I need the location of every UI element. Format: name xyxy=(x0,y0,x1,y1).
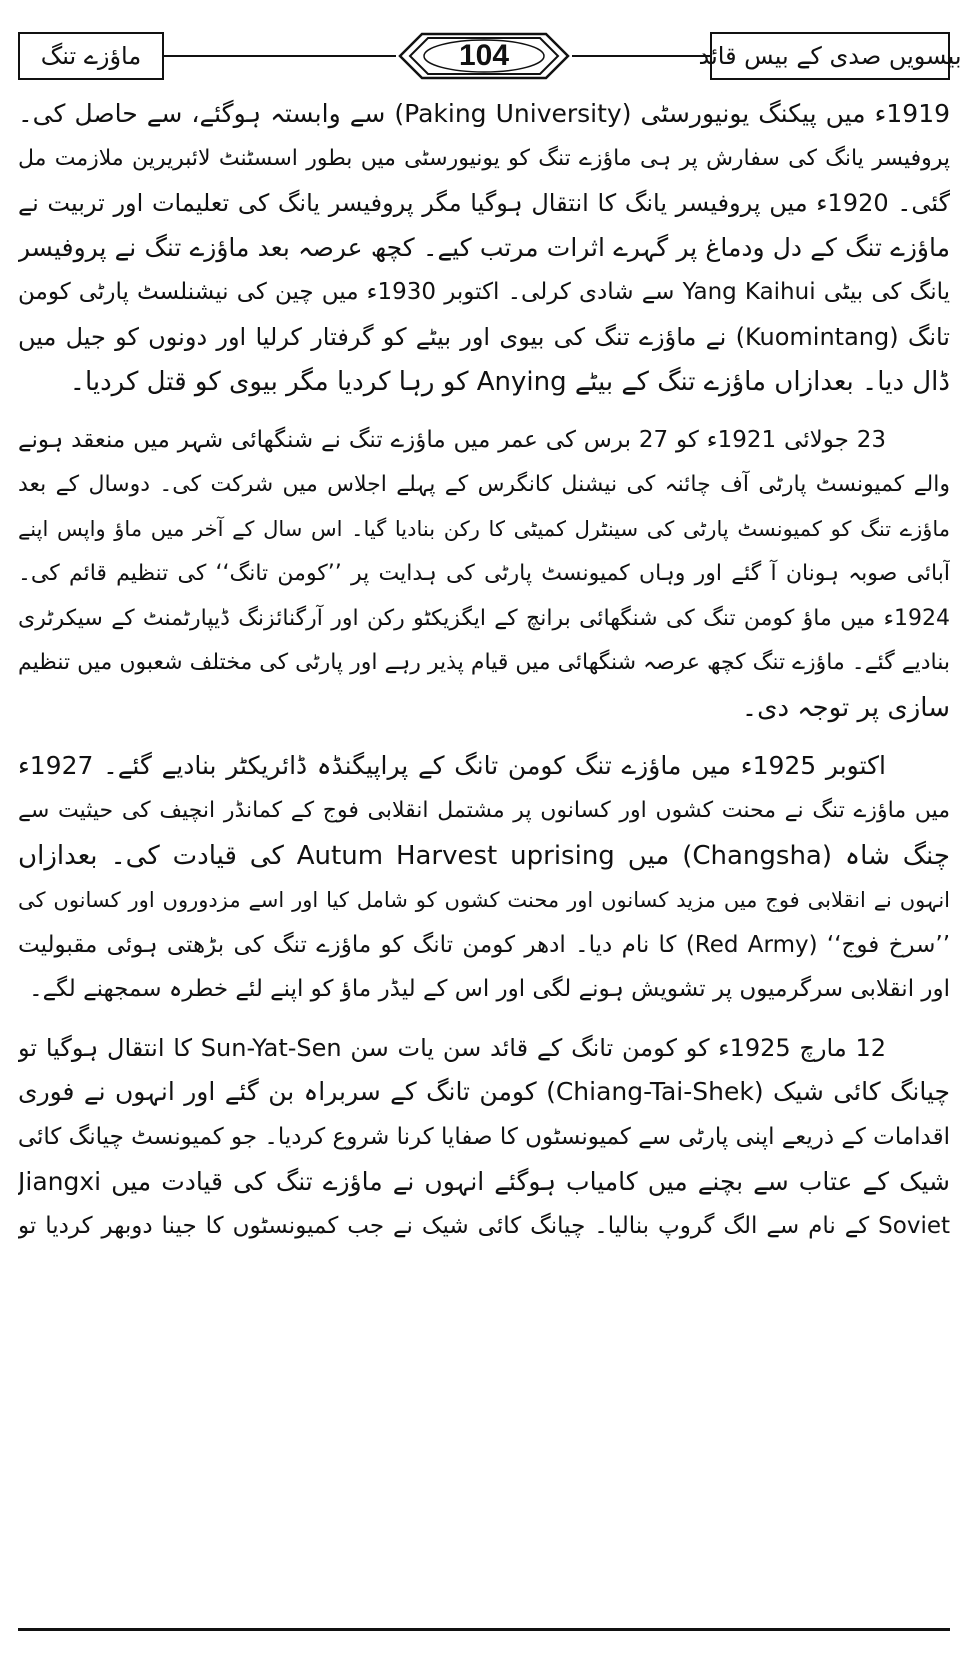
body-text xyxy=(18,92,950,1249)
text-line: والے کمیونسٹ پارٹی آف چائنہ کی نیشنل کانگرس کے پہلے اجلاس میں شرکت کی۔ دوسال کے بعد xyxy=(18,471,950,497)
text-line: گئی۔ 1920ء میں پروفیسر یانگ کا انتقال ہوگیا مگر پروفیسر یانگ کی تعلیمات اور تربیت نے xyxy=(18,189,950,218)
text-line: بنادیے گئے۔ ماؤزے تنگ کچھ عرصہ شنگھائی میں قیام پذیر رہے اور پارٹی کی مختلف شعبوں میں تنظیم xyxy=(18,650,950,676)
book-title: بیسویں صدی کے بیس قائد xyxy=(710,32,950,80)
header-rule-right xyxy=(572,55,710,57)
text-line: اکتوبر 1925ء میں ماؤزے تنگ کومن تانگ کے پراپیگنڈہ ڈائریکٹر بنادیے گئے۔ 1927ء xyxy=(18,751,886,781)
text-line: 1924ء میں ماؤ کومن تنگ کی شنگھائی برانچ کے ایگزیکٹو رکن اور آرگنائزنگ ڈیپارٹمنٹ کے سیکرٹری xyxy=(18,605,950,631)
text-line: شیک کے عتاب سے بچنے میں کامیاب ہوگئے انہوں نے ماؤزے تنگ کی قیادت میں Jiangxi xyxy=(18,1166,950,1196)
page-number: 104 xyxy=(458,39,510,72)
text-line: چنگ شاہ (Changsha) میں Autum Harvest uprising کی قیادت کی۔ بعدازاں xyxy=(18,840,950,871)
footer-rule xyxy=(18,1628,950,1631)
text-line: انہوں نے انقلابی فوج میں مزید کسانوں اور محنت کشوں کو شامل کیا اور اسے مزدوروں اور کسانوں کی xyxy=(18,888,950,913)
text-line: اور انقلابی سرگرمیوں پر تشویش ہونے لگی اور اس کے لیڈر ماؤ کو اپنے لئے خطرہ سمجھنے لگے۔ xyxy=(29,976,950,1003)
text-line: آبائی صوبہ ہونان آ گئے اور وہاں کمیونسٹ پارٹی کی ہدایت پر ’’کومن تانگ‘‘ کی تنظیم قائم کی۔ xyxy=(18,560,950,586)
text-line: یانگ کی بیٹی Yang Kaihui سے شادی کرلی۔ اکتوبر 1930ء میں چین کی نیشنلسٹ پارٹی کومن xyxy=(18,279,950,306)
text-line: چیانگ کائی شیک (Chiang-Tai-Shek) کومن تانگ کے سربراہ بن گئے اور انہوں نے فوری xyxy=(18,1077,950,1107)
header-rule-left xyxy=(164,55,396,57)
page-number-badge xyxy=(396,28,572,84)
chapter-title: ماؤزے تنگ xyxy=(18,32,164,80)
text-line: ماؤزے تنگ کے دل ودماغ پر گہرے اثرات مرتب کیے۔ کچھ عرصہ بعد ماؤزے تنگ نے پروفیسر xyxy=(18,232,950,262)
text-line: پروفیسر یانگ کی سفارش پر ہی ماؤزے تنگ کو یونیورسٹی میں بطور اسسٹنٹ لائبریرین ملازمت مل xyxy=(18,145,950,171)
text-line: 23 جولائی 1921ء کو 27 برس کی عمر میں ماؤزے تنگ نے شنگھائی شہر میں منعقد ہونے xyxy=(18,427,886,454)
paragraph-gap xyxy=(18,404,950,418)
text-line: 12 مارچ 1925ء کو کومن تانگ کے قائد سن یات سن Sun-Yat-Sen کا انتقال ہوگیا تو xyxy=(18,1033,886,1062)
page-header xyxy=(18,18,962,80)
text-line: سازی پر توجہ دی۔ xyxy=(741,692,950,723)
text-line: میں ماؤزے تنگ نے محنت کشوں اور کسانوں پر مشتمل انقلابی فوج کے کمانڈر انچیف کی حیثیت سے xyxy=(18,797,950,823)
text-line: اقدامات کے ذریعے اپنی پارٹی سے کمیونسٹوں کا صفایا کرنا شروع کردیا۔ جو کمیونسٹ چیانگ کائی xyxy=(18,1124,950,1151)
text-line: 1919ء میں پیکنگ یونیورسٹی (Paking University) سے وابستہ ہوگئے، سے حاصل کی۔ xyxy=(18,99,950,128)
book-page xyxy=(18,8,962,1658)
text-line: ’’سرخ فوج‘‘ (Red Army) کا نام دیا۔ ادھر کومن تانگ کو ماؤزے تنگ کی بڑھتی ہوئی مقبولیت xyxy=(18,931,950,958)
paragraph-gap xyxy=(18,1012,950,1026)
paragraph-gap xyxy=(18,730,950,744)
text-line: ماؤزے تنگ کو کمیونسٹ پارٹی کی سینٹرل کمیٹی کا رکن بنادیا گیا۔ اس سال کے آخر میں ماؤ واپس اپنے xyxy=(18,517,950,542)
text-line: ڈال دیا۔ بعدازاں ماؤزے تنگ کے بیٹے Anying کو رہا کردیا مگر بیوی کو قتل کردیا۔ xyxy=(69,366,950,397)
text-line: Soviet کے نام سے الگ گروپ بنالیا۔ چیانگ کائی شیک نے جب کمیونسٹوں کا جینا دوبھر کردیا تو xyxy=(18,1213,950,1240)
text-line: تانگ (Kuomintang) نے ماؤزے تنگ کی بیوی اور بیٹے کو گرفتار کرلیا اور دونوں کو جیل میں xyxy=(18,322,950,351)
